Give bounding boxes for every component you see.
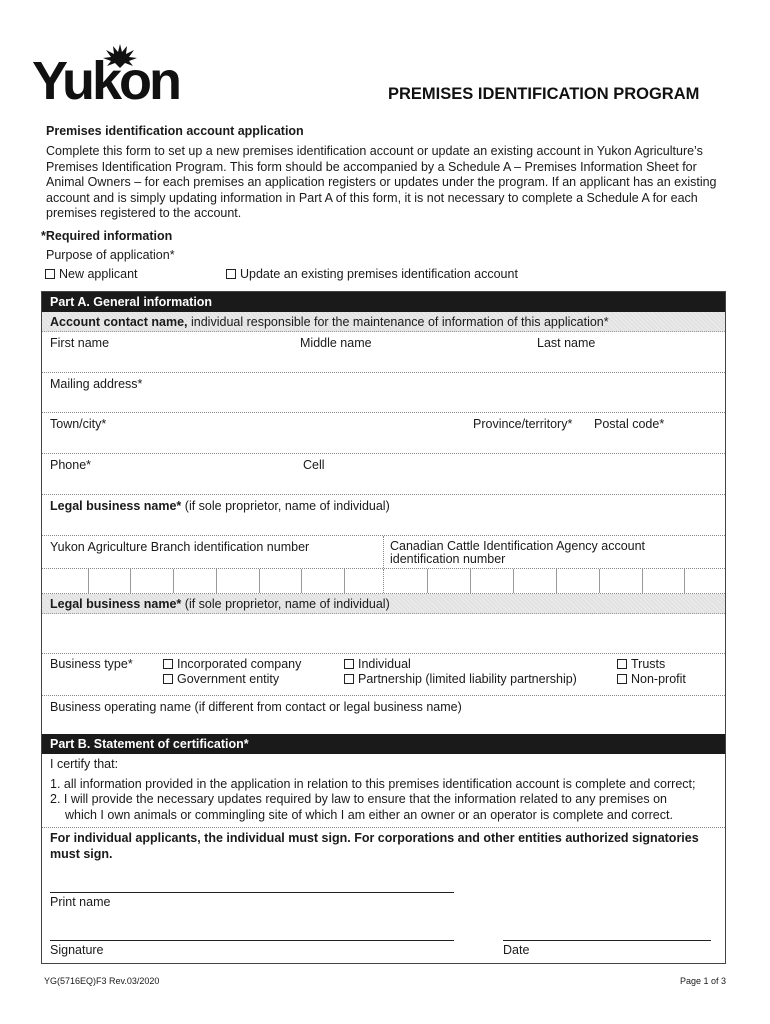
legal-name-2-bold: Legal business name* [50,597,182,611]
yukon-id-digit-box[interactable] [301,569,302,593]
application-form [41,291,726,964]
nonprofit-label: Non-profit [631,672,686,686]
individual-option[interactable] [344,657,411,671]
signing-note: For individual applicants, the individual must sign. For corporations and other entities authorized signatories must sign. [50,831,699,861]
individual-label: Individual [358,657,411,671]
form-code: YG(5716EQ)F3 Rev.03/2020 [44,976,160,986]
legal-name-2-rest: (if sole proprietor, name of individual) [181,597,390,611]
government-option[interactable] [163,672,279,686]
town-city-field[interactable] [42,431,465,453]
part-b-header: Part B. Statement of certification* [42,734,725,754]
signature-section [42,828,725,963]
update-account-checkbox[interactable] [226,269,236,279]
update-account-label: Update an existing premises identification account [240,267,518,281]
purpose-label: Purpose of application* [46,248,175,262]
yukon-id-digit-box[interactable] [130,569,131,593]
certification-statement [42,754,725,828]
print-name-field[interactable] [50,892,454,893]
certify-item-1: 1. all information provided in the application in relation to this premises identification account is complete and correct; [50,776,696,791]
nonprofit-checkbox[interactable] [617,674,627,684]
date-field[interactable] [503,940,711,941]
yukon-id-digit-box[interactable] [216,569,217,593]
legal-name-bold: Legal business name* [50,499,182,513]
ccia-id-label: Canadian Cattle Identification Agency account identification number [390,539,646,566]
yukon-id-digit-box[interactable] [88,569,89,593]
middle-name-field[interactable] [297,350,535,372]
legal-name-2-field[interactable] [42,615,725,653]
part-a-header: Part A. General information [42,292,725,312]
account-contact-header [42,312,725,332]
contact-heading-bold: Account contact name, [50,315,188,329]
print-name-label: Print name [50,895,111,909]
legal-name-2-header [42,594,725,614]
incorporated-label: Incorporated company [177,657,302,671]
first-name-label: First name [50,336,110,350]
cell-label: Cell [303,458,325,472]
province-field[interactable] [470,431,587,453]
mailing-address-field[interactable] [42,390,725,412]
new-applicant-option[interactable] [45,267,138,281]
trusts-checkbox[interactable] [617,659,627,669]
legal-name-rest: (if sole proprietor, name of individual) [181,499,390,513]
ccia-id-digit-box[interactable] [513,569,514,593]
id-divider [383,569,384,593]
ccia-id-digit-box[interactable] [427,569,428,593]
id-divider [383,536,384,568]
business-type-row [42,654,725,696]
incorporated-checkbox[interactable] [163,659,173,669]
ccia-id-digit-box[interactable] [642,569,643,593]
page-title: PREMISES IDENTIFICATION PROGRAM [388,85,700,103]
postal-code-label: Postal code* [594,417,665,431]
id-label-row [42,536,725,569]
required-note: *Required information [41,229,173,243]
yukon-id-digit-box[interactable] [259,569,260,593]
operating-name-row [42,696,725,734]
legal-name-label [50,499,390,513]
postal-code-field[interactable] [591,431,725,453]
name-row [42,332,725,373]
intro-paragraph: Complete this form to set up a new premises identification account or update an existing account in Yukon Agriculture’s Premises Identification Program. This form should be accompanied by a Schedule A – Premises Information Sheet for Animal Owners – for each premises an application registers or updates under the program. If an applicant has an existing account and is simply updating information in Part A of this form, it is not necessary to complete a Schedule A for each premises registered to the account. [46,144,717,220]
partnership-checkbox[interactable] [344,674,354,684]
town-city-label: Town/city* [50,417,107,431]
last-name-field[interactable] [534,350,725,372]
phone-row [42,454,725,495]
operating-name-label: Business operating name (if different from contact or legal business name) [50,700,462,714]
middle-name-label: Middle name [300,336,372,350]
trusts-label: Trusts [631,657,666,671]
contact-heading-rest: individual responsible for the maintenance of information of this application* [187,315,609,329]
ccia-id-digit-box[interactable] [599,569,600,593]
new-applicant-label: New applicant [59,267,138,281]
business-type-label: Business type* [50,657,133,671]
yukon-id-digit-box[interactable] [173,569,174,593]
partnership-label: Partnership (limited liability partnership) [358,672,577,686]
operating-name-field[interactable] [42,712,725,734]
nonprofit-option[interactable] [617,672,686,686]
yukon-id-digit-box[interactable] [344,569,345,593]
ccia-id-digit-box[interactable] [684,569,685,593]
government-label: Government entity [177,672,280,686]
last-name-label: Last name [537,336,596,350]
ccia-id-digit-box[interactable] [556,569,557,593]
trusts-option[interactable] [617,657,665,671]
yukon-logo: Yukon [32,51,180,111]
legal-name-row [42,495,725,536]
legal-name-field[interactable] [42,513,725,535]
government-checkbox[interactable] [163,674,173,684]
yukon-id-label: Yukon Agriculture Branch identification number [50,540,310,554]
form-heading: Premises identification account application [46,124,304,138]
update-account-option[interactable] [226,267,518,281]
province-label: Province/territory* [473,417,573,431]
cell-field[interactable] [300,472,725,494]
phone-field[interactable] [42,472,295,494]
incorporated-option[interactable] [163,657,301,671]
first-name-field[interactable] [42,350,295,372]
page-number: Page 1 of 3 [680,976,727,986]
id-digits-row [42,569,725,594]
date-label: Date [503,943,530,957]
certify-item-2a: 2. I will provide the necessary updates required by law to ensure that the information related to any premises on [50,792,668,806]
mailing-address-label: Mailing address* [50,377,143,391]
new-applicant-checkbox[interactable] [45,269,55,279]
mailing-row [42,373,725,413]
phone-label: Phone* [50,458,92,472]
partnership-option[interactable] [344,672,577,686]
ccia-id-digit-box[interactable] [470,569,471,593]
certify-intro: I certify that: [50,757,119,771]
certify-item-2b: which I own animals or commingling site of which I am either an owner or an operator is complete and correct. [65,807,673,822]
individual-checkbox[interactable] [344,659,354,669]
signature-field[interactable] [50,940,454,941]
legal-name-2-row [42,614,725,654]
signature-label: Signature [50,943,104,957]
town-row [42,413,725,454]
